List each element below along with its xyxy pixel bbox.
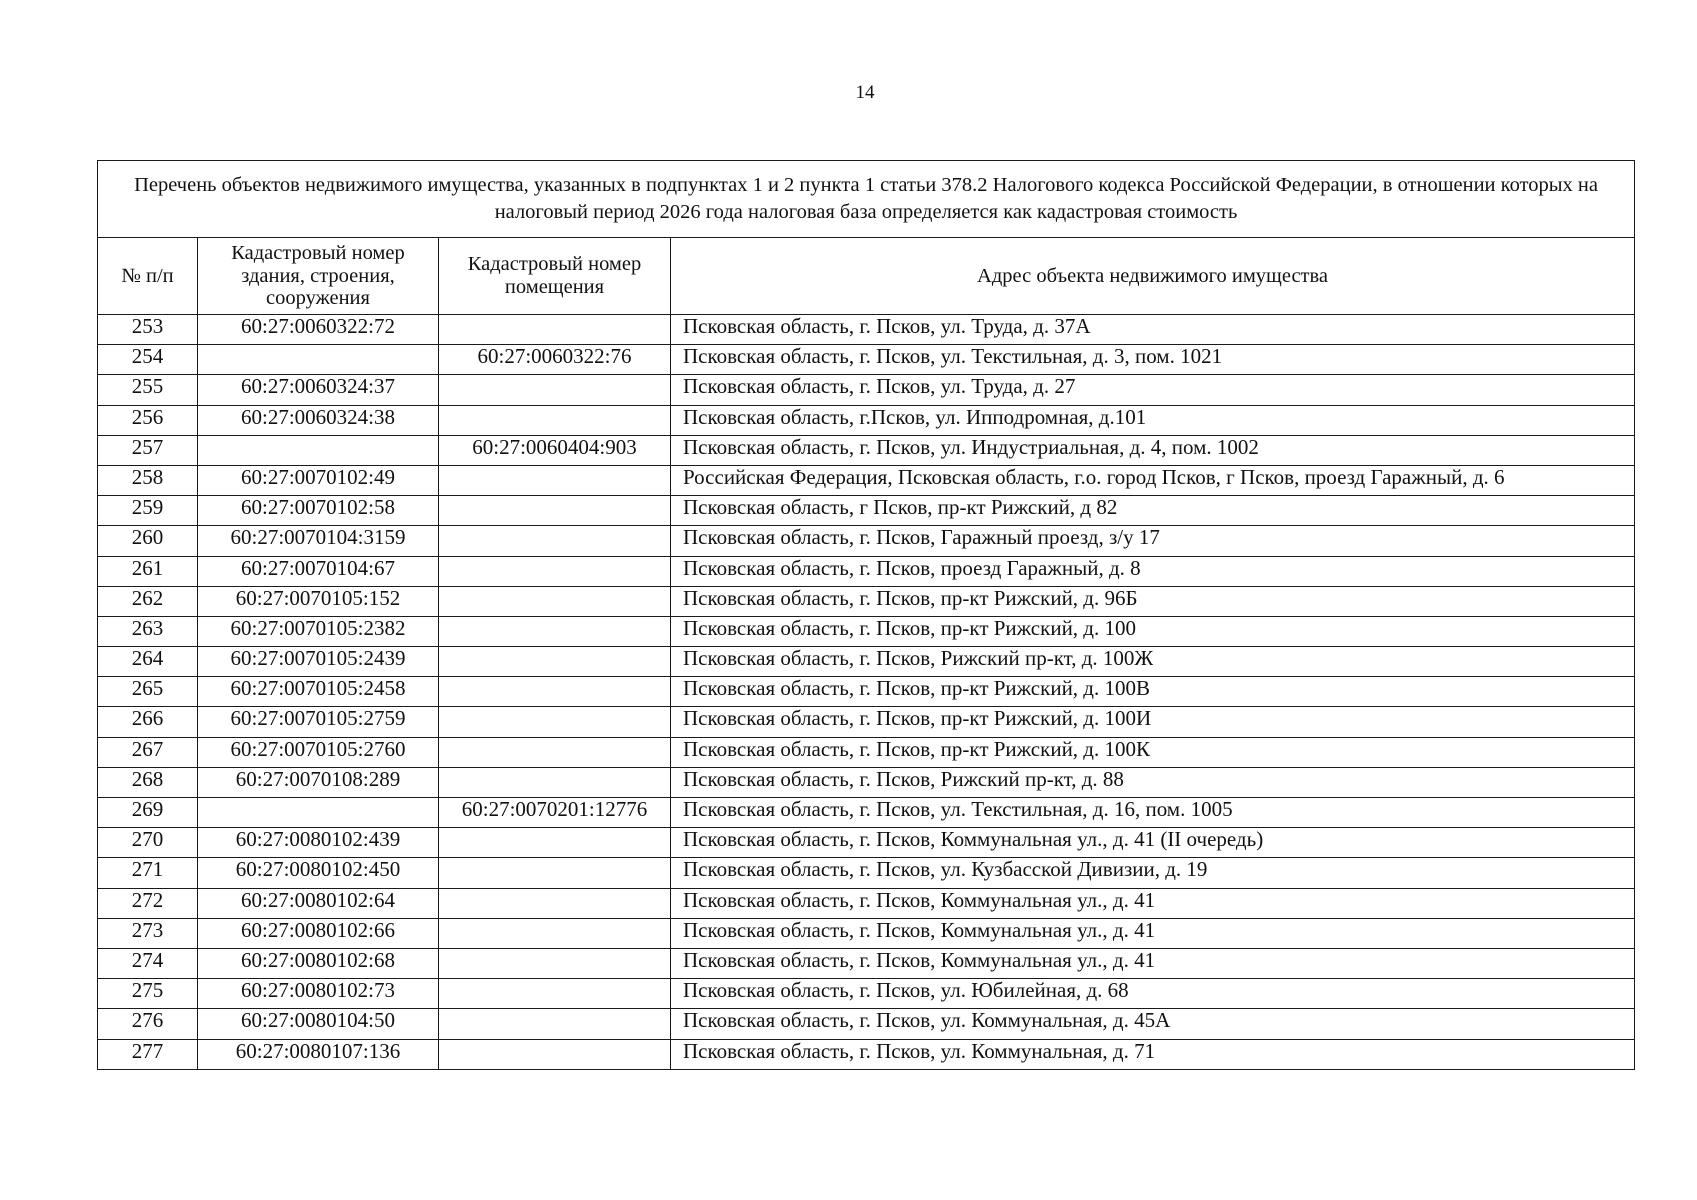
cell-building-cadastral: 60:27:0060324:38 (198, 405, 439, 435)
cell-num: 257 (98, 435, 198, 465)
cell-num: 266 (98, 707, 198, 737)
cell-address: Псковская область, г. Псков, Коммунальная ул., д. 41 (671, 918, 1635, 948)
cell-premises-cadastral (439, 375, 671, 405)
cell-premises-cadastral (439, 556, 671, 586)
cell-address: Псковская область, г.Псков, ул. Ипподромная, д.101 (671, 405, 1635, 435)
cell-building-cadastral: 60:27:0080102:68 (198, 948, 439, 978)
cell-building-cadastral: 60:27:0080102:450 (198, 858, 439, 888)
cell-num: 262 (98, 586, 198, 616)
table-row (98, 435, 1635, 465)
cell-premises-cadastral (439, 1039, 671, 1069)
cell-building-cadastral: 60:27:0070105:2439 (198, 647, 439, 677)
cell-premises-cadastral (439, 948, 671, 978)
cell-building-cadastral: 60:27:0070102:49 (198, 465, 439, 495)
cell-building-cadastral: 60:27:0070104:3159 (198, 526, 439, 556)
header-num: № п/п (98, 238, 198, 315)
cell-building-cadastral: 60:27:0070102:58 (198, 496, 439, 526)
cell-num: 268 (98, 767, 198, 797)
table-title: Перечень объектов недвижимого имущества, указанных в подпунктах 1 и 2 пункта 1 статьи 378.2 Налогового кодекса Российской Федерации, в отношении которых на налоговый период 2026 года налоговая база определяется как кадастровая стоимость (98, 161, 1635, 238)
table-row (98, 647, 1635, 677)
cell-building-cadastral: 60:27:0060324:37 (198, 375, 439, 405)
table-row (98, 737, 1635, 767)
cell-address: Псковская область, г. Псков, ул. Труда, д. 27 (671, 375, 1635, 405)
table-row (98, 526, 1635, 556)
cell-num: 260 (98, 526, 198, 556)
cell-premises-cadastral (439, 918, 671, 948)
table-row (98, 315, 1635, 345)
cell-premises-cadastral (439, 707, 671, 737)
cell-num: 261 (98, 556, 198, 586)
cell-address: Псковская область, г. Псков, пр-кт Рижский, д. 100К (671, 737, 1635, 767)
table-row (98, 828, 1635, 858)
cell-premises-cadastral (439, 737, 671, 767)
cell-num: 272 (98, 888, 198, 918)
cell-num: 269 (98, 798, 198, 828)
table-row (98, 345, 1635, 375)
table-row (98, 918, 1635, 948)
cell-num: 265 (98, 677, 198, 707)
cell-num: 274 (98, 948, 198, 978)
cell-address: Псковская область, г. Псков, ул. Кузбасской Дивизии, д. 19 (671, 858, 1635, 888)
cell-premises-cadastral (439, 828, 671, 858)
table-row (98, 858, 1635, 888)
cell-address: Псковская область, г. Псков, Рижский пр-кт, д. 88 (671, 767, 1635, 797)
table-row (98, 948, 1635, 978)
cell-num: 263 (98, 616, 198, 646)
cell-address: Псковская область, г. Псков, проезд Гаражный, д. 8 (671, 556, 1635, 586)
cell-building-cadastral (198, 345, 439, 375)
cell-building-cadastral: 60:27:0070105:152 (198, 586, 439, 616)
table-row (98, 888, 1635, 918)
table-row (98, 616, 1635, 646)
cell-address: Псковская область, г. Псков, ул. Юбилейная, д. 68 (671, 979, 1635, 1009)
cell-premises-cadastral (439, 888, 671, 918)
table-row (98, 1039, 1635, 1069)
cell-premises-cadastral (439, 767, 671, 797)
cell-building-cadastral: 60:27:0070105:2458 (198, 677, 439, 707)
cell-address: Псковская область, г. Псков, Коммунальная ул., д. 41 (II очередь) (671, 828, 1635, 858)
cell-address: Псковская область, г. Псков, Рижский пр-кт, д. 100Ж (671, 647, 1635, 677)
cell-building-cadastral: 60:27:0080107:136 (198, 1039, 439, 1069)
header-address: Адрес объекта недвижимого имущества (671, 238, 1635, 315)
cell-premises-cadastral (439, 315, 671, 345)
cell-building-cadastral (198, 798, 439, 828)
table-title-row (98, 161, 1635, 238)
cell-num: 273 (98, 918, 198, 948)
cell-premises-cadastral (439, 677, 671, 707)
table-row (98, 405, 1635, 435)
table-row (98, 556, 1635, 586)
table-row (98, 798, 1635, 828)
cell-num: 255 (98, 375, 198, 405)
cell-address: Российская Федерация, Псковская область, г.о. город Псков, г Псков, проезд Гаражный, д. 6 (671, 465, 1635, 495)
table-row (98, 1009, 1635, 1039)
cell-building-cadastral: 60:27:0070105:2759 (198, 707, 439, 737)
cell-premises-cadastral (439, 526, 671, 556)
cell-building-cadastral: 60:27:0070105:2382 (198, 616, 439, 646)
cell-premises-cadastral (439, 496, 671, 526)
cell-num: 277 (98, 1039, 198, 1069)
property-registry-table (97, 160, 1635, 1070)
cell-num: 270 (98, 828, 198, 858)
header-building-cadastral: Кадастровый номер здания, строения, сооружения (198, 238, 439, 315)
cell-building-cadastral: 60:27:0080102:439 (198, 828, 439, 858)
cell-building-cadastral: 60:27:0070108:289 (198, 767, 439, 797)
cell-address: Псковская область, г. Псков, пр-кт Рижский, д. 96Б (671, 586, 1635, 616)
cell-num: 258 (98, 465, 198, 495)
cell-premises-cadastral (439, 616, 671, 646)
cell-building-cadastral: 60:27:0080102:73 (198, 979, 439, 1009)
cell-address: Псковская область, г. Псков, пр-кт Рижский, д. 100 (671, 616, 1635, 646)
cell-num: 271 (98, 858, 198, 888)
cell-num: 259 (98, 496, 198, 526)
cell-building-cadastral: 60:27:0070104:67 (198, 556, 439, 586)
cell-address: Псковская область, г. Псков, ул. Труда, д. 37А (671, 315, 1635, 345)
cell-num: 253 (98, 315, 198, 345)
cell-building-cadastral: 60:27:0080102:66 (198, 918, 439, 948)
table-row (98, 767, 1635, 797)
page-number: 14 (855, 82, 875, 103)
cell-building-cadastral: 60:27:0070105:2760 (198, 737, 439, 767)
cell-address: Псковская область, г. Псков, ул. Текстильная, д. 3, пом. 1021 (671, 345, 1635, 375)
cell-premises-cadastral: 60:27:0060322:76 (439, 345, 671, 375)
cell-address: Псковская область, г. Псков, ул. Текстильная, д. 16, пом. 1005 (671, 798, 1635, 828)
cell-premises-cadastral (439, 979, 671, 1009)
cell-num: 264 (98, 647, 198, 677)
cell-address: Псковская область, г. Псков, ул. Индустриальная, д. 4, пом. 1002 (671, 435, 1635, 465)
cell-premises-cadastral (439, 465, 671, 495)
cell-premises-cadastral (439, 858, 671, 888)
cell-address: Псковская область, г. Псков, Коммунальная ул., д. 41 (671, 948, 1635, 978)
cell-num: 254 (98, 345, 198, 375)
cell-num: 276 (98, 1009, 198, 1039)
cell-address: Псковская область, г. Псков, пр-кт Рижский, д. 100В (671, 677, 1635, 707)
cell-num: 267 (98, 737, 198, 767)
table-row (98, 677, 1635, 707)
cell-address: Псковская область, г. Псков, ул. Коммунальная, д. 71 (671, 1039, 1635, 1069)
cell-premises-cadastral: 60:27:0070201:12776 (439, 798, 671, 828)
table-row (98, 979, 1635, 1009)
table-row (98, 586, 1635, 616)
cell-address: Псковская область, г. Псков, Гаражный проезд, з/у 17 (671, 526, 1635, 556)
table-row (98, 707, 1635, 737)
table-row (98, 496, 1635, 526)
cell-premises-cadastral (439, 647, 671, 677)
header-premises-cadastral: Кадастровый номер помещения (439, 238, 671, 315)
table-row (98, 465, 1635, 495)
table-row (98, 375, 1635, 405)
cell-address: Псковская область, г. Псков, Коммунальная ул., д. 41 (671, 888, 1635, 918)
cell-building-cadastral: 60:27:0060322:72 (198, 315, 439, 345)
cell-premises-cadastral (439, 405, 671, 435)
cell-address: Псковская область, г. Псков, ул. Коммунальная, д. 45А (671, 1009, 1635, 1039)
cell-premises-cadastral (439, 1009, 671, 1039)
table-body (98, 315, 1635, 1070)
cell-building-cadastral (198, 435, 439, 465)
cell-premises-cadastral: 60:27:0060404:903 (439, 435, 671, 465)
cell-num: 275 (98, 979, 198, 1009)
cell-address: Псковская область, г Псков, пр-кт Рижский, д 82 (671, 496, 1635, 526)
cell-premises-cadastral (439, 586, 671, 616)
cell-building-cadastral: 60:27:0080104:50 (198, 1009, 439, 1039)
cell-building-cadastral: 60:27:0080102:64 (198, 888, 439, 918)
cell-num: 256 (98, 405, 198, 435)
table-header-row (98, 238, 1635, 315)
cell-address: Псковская область, г. Псков, пр-кт Рижский, д. 100И (671, 707, 1635, 737)
